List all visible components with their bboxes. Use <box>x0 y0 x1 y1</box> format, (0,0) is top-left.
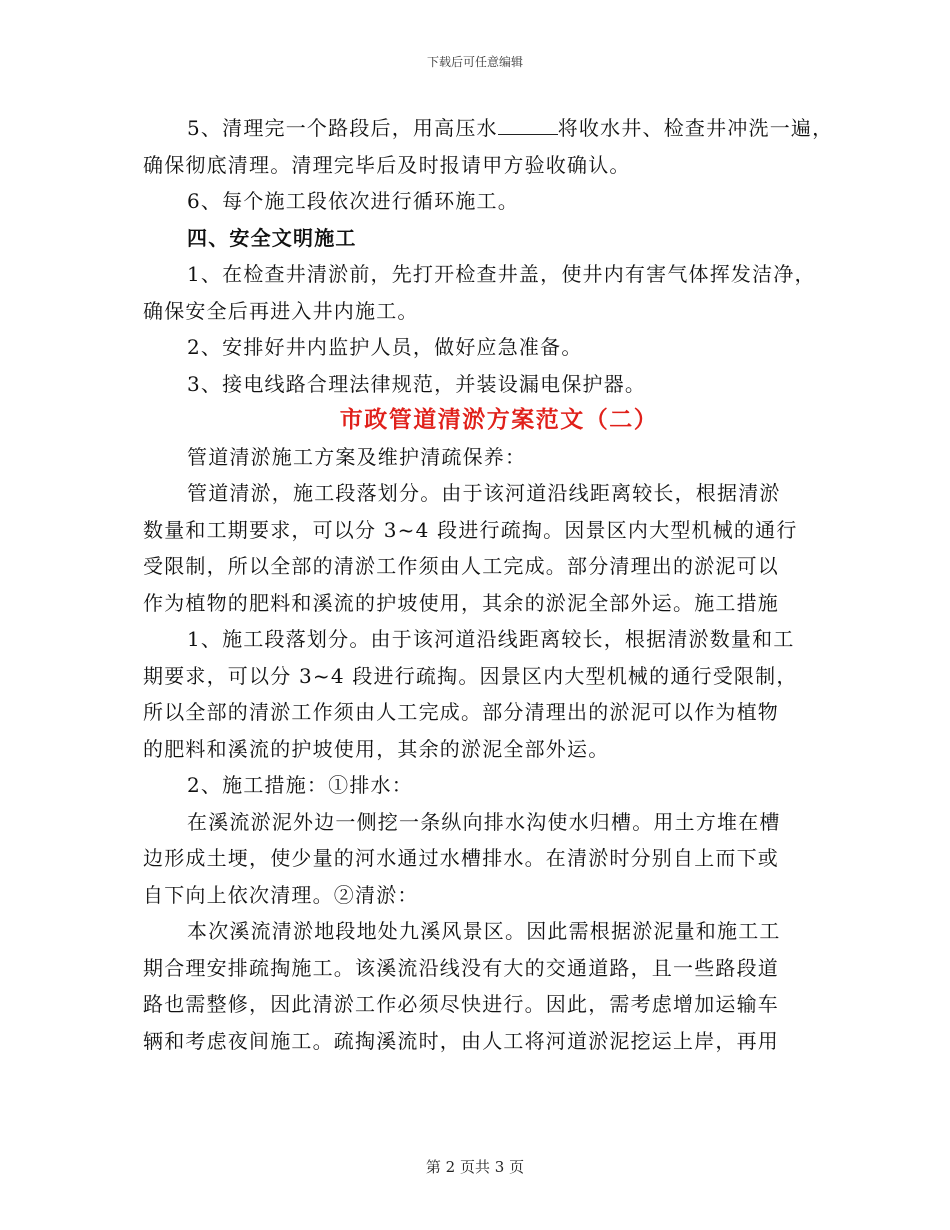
text-line <box>143 110 834 147</box>
document-body <box>143 110 834 1059</box>
section-heading: 四、安全文明施工 <box>187 225 357 250</box>
text-segment: 将收水井、检查井冲洗一遍， <box>557 116 834 140</box>
text-line: 3、接电线路合理法律规范，并装设漏电保护器。 <box>187 371 647 396</box>
text-line: 自下向上依次清理。②清淤： <box>143 882 419 907</box>
text-line: 6、每个施工段依次进行循环施工。 <box>187 189 519 213</box>
text-line: 1、在检查井清淤前，先打开检查井盖，使井内有害气体挥发洁净， <box>187 262 816 286</box>
section-title: 市政管道清淤方案范文（二） <box>339 406 659 433</box>
page-footer: 第 2 页共 3 页 <box>425 1158 525 1176</box>
text-line: 期要求，可以分 3~4 段进行疏掏。因景区内大型机械的通行受限制， <box>143 663 798 688</box>
page-header: 下载后可任意编辑 <box>426 55 523 69</box>
text-line: 本次溪流清淤地段地处九溪风景区。因此需根据淤泥量和施工工 <box>187 919 781 943</box>
text-line: 数量和工期要求，可以分 3~4 段进行疏掏。因景区内大型机械的通行 <box>143 517 798 542</box>
text-line: 的肥料和溪流的护坡使用，其余的淤泥全部外运。 <box>143 736 610 761</box>
text-line: 所以全部的清淤工作须由人工完成。部分清理出的淤泥可以作为植物 <box>143 700 779 724</box>
text-line: 作为植物的肥料和溪流的护坡使用，其余的淤泥全部外运。施工措施 <box>143 590 779 615</box>
text-line: 受限制，所以全部的清淤工作须由人工完成。部分清理出的淤泥可以 <box>143 554 779 578</box>
text-line: 在溪流淤泥外边一侧挖一条纵向排水沟使水归槽。用土方堆在槽 <box>187 809 781 834</box>
text-line: 边形成土埂，使少量的河水通过水槽排水。在清淤时分别自上而下或 <box>143 846 779 870</box>
fill-in-blank <box>498 116 558 135</box>
text-line: 管道清淤施工方案及维护清疏保养： <box>187 444 527 469</box>
text-line: 辆和考虑夜间施工。疏掏溪流时，由人工将河道淤泥挖运上岸，再用 <box>143 1028 779 1053</box>
text-line: 期合理安排疏掏施工。该溪流沿线没有大的交通道路，且一些路段道 <box>143 955 779 980</box>
text-line: 管道清淤，施工段落划分。由于该河道沿线距离较长，根据清淤 <box>187 481 781 505</box>
text-line: 确保安全后再进入井内施工。 <box>143 298 419 323</box>
text-line: 路也需整修，因此清淤工作必须尽快进行。因此，需考虑增加运输车 <box>143 992 779 1016</box>
text-segment: 5、清理完一个路段后，用高压水 <box>187 116 498 140</box>
text-line: 2、施工措施：①排水： <box>187 773 413 797</box>
text-line: 确保彻底清理。清理完毕后及时报请甲方验收确认。 <box>143 152 631 177</box>
text-line: 1、施工段落划分。由于该河道沿线距离较长，根据清淤数量和工 <box>187 627 795 651</box>
text-line: 2、安排好井内监护人员，做好应急准备。 <box>187 335 583 359</box>
